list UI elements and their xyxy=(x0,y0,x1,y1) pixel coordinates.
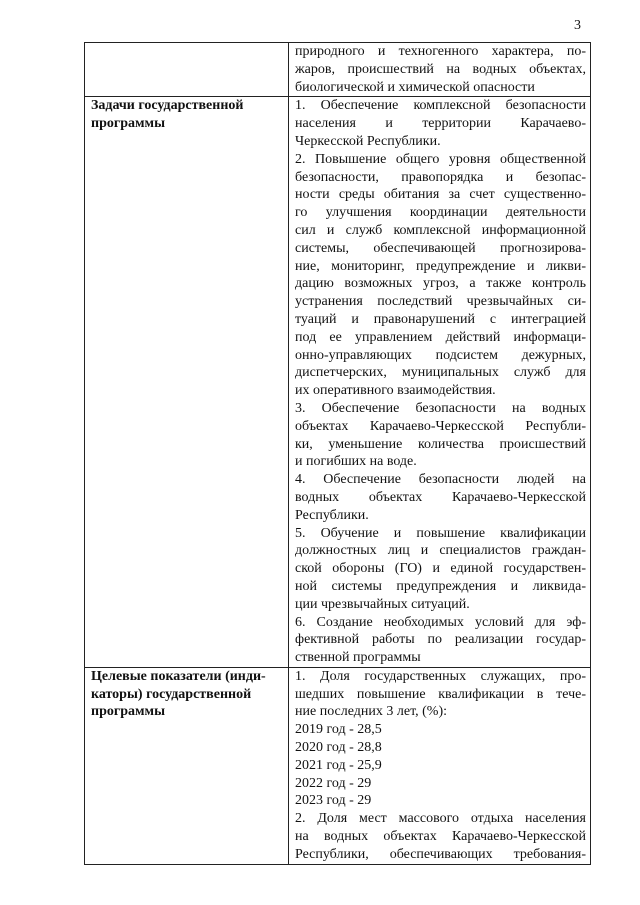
row-label-cell xyxy=(85,97,289,668)
content-paragraph xyxy=(295,810,586,863)
text-line: 4. Обеспечение безопасности людей на xyxy=(295,472,586,488)
text-line: природного и техногенного характера, по- xyxy=(295,44,586,59)
text-line: ние последних 3 лет, (%): xyxy=(295,704,448,720)
text-line: диспетчерских, муниципальных служб для xyxy=(295,365,586,381)
text-line: ственной программы xyxy=(295,650,421,666)
content-paragraph xyxy=(295,668,586,721)
content-paragraph xyxy=(295,792,586,810)
row-label-line: программы xyxy=(91,116,165,132)
text-line: населения и территории Карачаево- xyxy=(295,116,586,132)
row-content-cell xyxy=(289,97,591,668)
text-line: 2. Повышение общего уровня общественной xyxy=(295,151,586,167)
table-row xyxy=(85,97,591,668)
row-label-cell xyxy=(85,667,289,864)
text-line: туаций и правонарушений с интеграцией xyxy=(295,311,586,327)
text-line: 3. Обеспечение безопасности на водных xyxy=(295,400,586,416)
text-line: 5. Обучение и повышение квалификации xyxy=(295,525,586,541)
text-line: ки, уменьшение количества происшествий xyxy=(295,436,586,452)
content-paragraph xyxy=(295,757,586,775)
text-line: шедших повышение квалификации в тече- xyxy=(295,686,586,702)
row-label-line: каторы) государственной xyxy=(91,686,252,702)
page-number: 3 xyxy=(574,18,581,33)
content-paragraph xyxy=(295,400,586,471)
text-line: Республики, обеспечивающих требования- xyxy=(295,846,586,862)
text-line: объектах Карачаево-Черкесской Республи- xyxy=(295,418,586,434)
text-line: на водных объектах Карачаево-Черкесской xyxy=(295,829,586,845)
text-line: фективной работы по реализации государ- xyxy=(295,632,586,648)
text-line: 2022 год - 29 xyxy=(295,775,372,791)
row-content-cell xyxy=(289,43,591,97)
row-label-cell xyxy=(85,43,289,97)
table-body xyxy=(85,43,591,865)
text-line: сил и служб комплексной информационной xyxy=(295,222,586,238)
text-line: под ее управлением действий информаци- xyxy=(295,329,586,345)
text-line: го улучшения координации деятельности xyxy=(295,205,586,221)
text-line: безопасности, правопорядка и безопас- xyxy=(295,169,586,185)
content-paragraph xyxy=(295,525,586,614)
text-line: 6. Создание необходимых условий для эф- xyxy=(295,614,586,630)
text-line: системы, обеспечивающей прогнозирова- xyxy=(295,240,586,256)
row-label-line: Целевые показатели (инди- xyxy=(91,668,266,684)
text-line: 2023 год - 29 xyxy=(295,793,372,809)
text-line: ной системы предупреждения и ликвида- xyxy=(295,578,586,594)
text-line: 2019 год - 28,5 xyxy=(295,722,382,738)
text-line: онно-управляющих подсистем дежурных, xyxy=(295,347,586,363)
text-line: должностных лиц и специалистов граждан- xyxy=(295,543,586,559)
text-line: их оперативного взаимодействия. xyxy=(295,383,496,399)
text-line: 2020 год - 28,8 xyxy=(295,740,382,756)
row-content-cell xyxy=(289,667,591,864)
text-line: Республики. xyxy=(295,507,369,523)
text-line: ности среды обитания за счет существенно- xyxy=(295,187,586,203)
text-line: дацию возможных угроз, а также контроль xyxy=(295,276,586,292)
content-paragraph xyxy=(295,614,586,667)
text-line: водных объектах Карачаево-Черкесской xyxy=(295,489,586,505)
content-paragraph xyxy=(295,97,586,150)
text-line: устранения последствий чрезвычайных си- xyxy=(295,294,586,310)
text-line: ние, мониторинг, предупреждение и ликви- xyxy=(295,258,586,274)
row-label-line: Задачи государственной xyxy=(91,98,244,114)
content-paragraph xyxy=(295,151,586,400)
table-row xyxy=(85,667,591,864)
text-line: 2. Доля мест массового отдыха населения xyxy=(295,811,586,827)
text-line: ской обороны (ГО) и единой государствен- xyxy=(295,561,586,577)
text-line: и погибших на воде. xyxy=(295,454,417,470)
text-line: 1. Обеспечение комплексной безопасности xyxy=(295,98,586,114)
text-line: 2021 год - 25,9 xyxy=(295,757,382,773)
content-paragraph xyxy=(295,739,586,757)
content-paragraph xyxy=(295,43,586,96)
content-paragraph xyxy=(295,471,586,524)
text-line: биологической и химической опасности xyxy=(295,79,535,95)
content-paragraph xyxy=(295,721,586,739)
text-line: жаров, происшествий на водных объектах, xyxy=(295,61,586,77)
text-line: ции чрезвычайных ситуаций. xyxy=(295,596,470,612)
program-passport-table xyxy=(84,42,591,865)
text-line: 1. Доля государственных служащих, про- xyxy=(295,668,586,684)
text-line: Черкесской Республики. xyxy=(295,133,441,149)
table-row xyxy=(85,43,591,97)
row-label-line: программы xyxy=(91,704,165,720)
content-paragraph xyxy=(295,775,586,793)
